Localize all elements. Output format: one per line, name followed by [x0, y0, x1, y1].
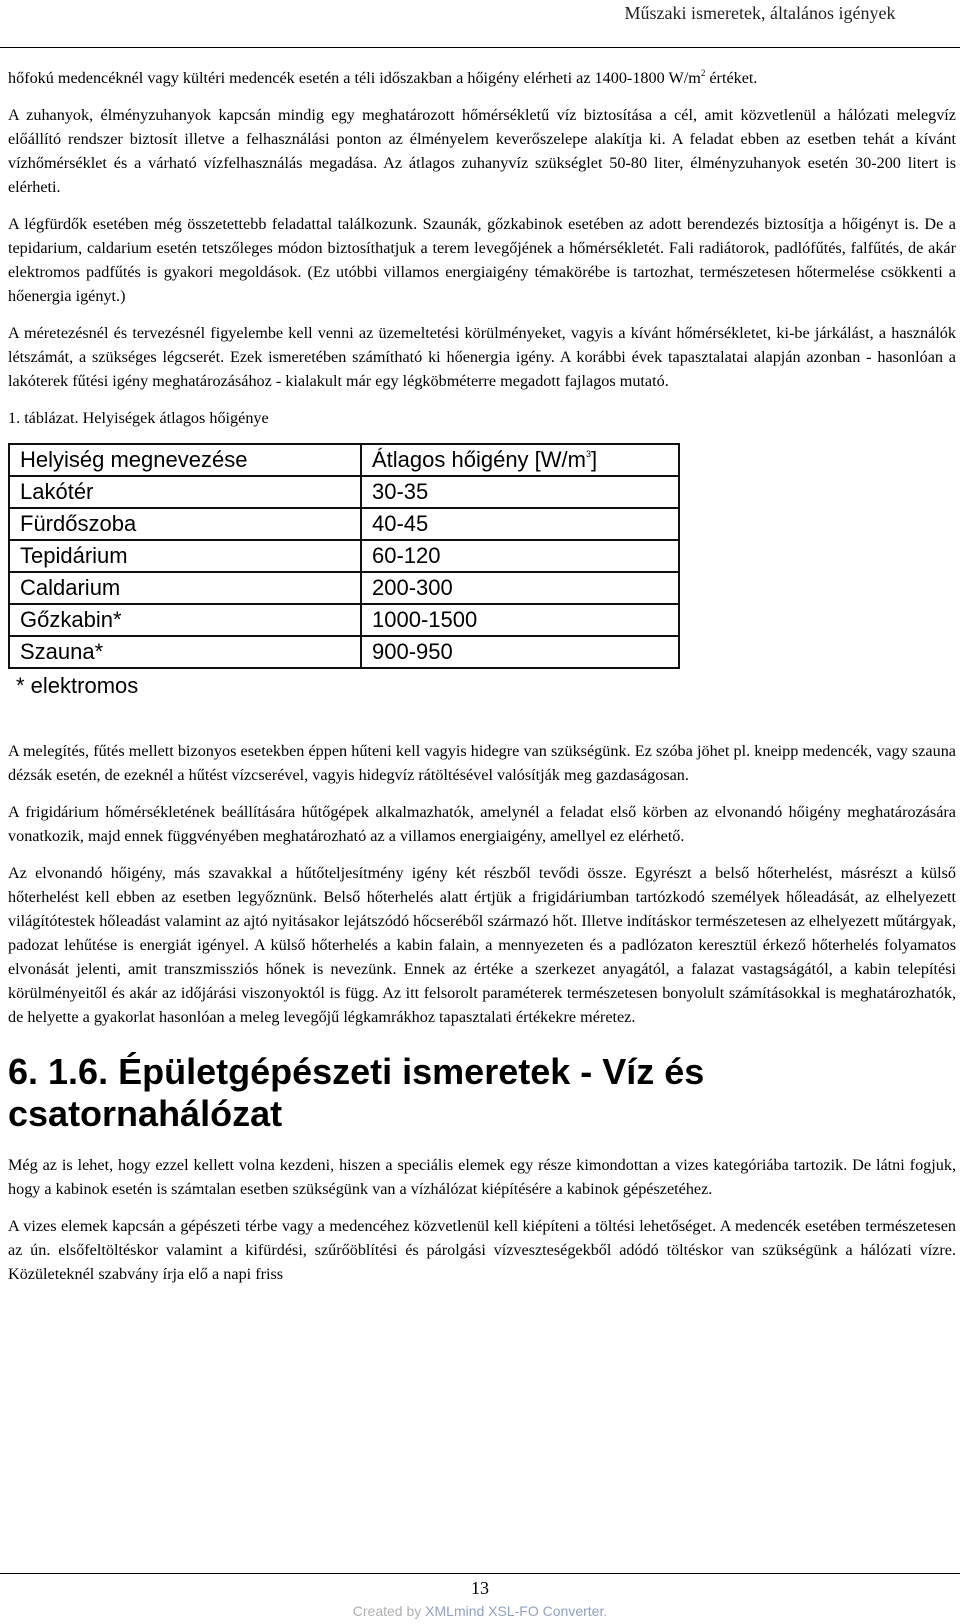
page-header — [0, 0, 960, 48]
section-heading: 6. 1.6. Épületgépészeti ismeretek - Víz és csatornahálózat — [8, 1051, 705, 1134]
table-header-row — [9, 444, 679, 476]
cell-room: Fürdőszoba — [9, 508, 361, 540]
cell-heat: 60-120 — [361, 540, 679, 572]
header-title: Műszaki ismeretek, általános igények — [624, 3, 896, 23]
table-row — [9, 508, 679, 540]
table-footnote: * elektromos — [16, 673, 139, 698]
paragraph-4: A méretezésnél és tervezésnél figyelembe kell venni az üzemeltetési körülményeket, vagyis a kívánt hőmérsékletet, ki-be járkálást, a használók létszámát, a szükséges légcserét. Ezek ismeretében számítható ki hőenergia igény. A korábbi évek tapasztalatai alapján azonban - hasonlóan a lakóterek fűtési igény meghatározásához - kialakult már egy légköbméterre megadott fajlagos mutató. — [8, 324, 956, 390]
room-heat-table — [8, 443, 680, 669]
page-content — [8, 66, 956, 1299]
paragraph-8: Még az is lehet, hogy ezzel kellett volna kezdeni, hiszen a speciális elemek egy része kimondottan a vizes kategóriába tartozik. De látni fogjuk, hogy a kabinok esetén is számtalan esetben szükségünk van a vízhálózat kiépítésére a kabinok gépészetéhez. — [8, 1156, 956, 1198]
table-row — [9, 572, 679, 604]
cell-heat: 40-45 — [361, 508, 679, 540]
table-row — [9, 636, 679, 668]
cell-heat: 200-300 — [361, 572, 679, 604]
cell-heat: 1000-1500 — [361, 604, 679, 636]
cell-heat: 30-35 — [361, 476, 679, 508]
footer-divider — [0, 1573, 960, 1574]
cell-room: Tepidárium — [9, 540, 361, 572]
cell-heat: 900-950 — [361, 636, 679, 668]
paragraph-5: A melegítés, fűtés mellett bizonyos esetekben éppen hűteni kell vagyis hidegre van szükségünk. Ez szóba jöhet pl. kneipp medencék, vagy szauna dézsák esetén, de ezeknél a hűtést vízcserével, vagyis hidegvíz rátöltésével valósítják meg gazdaságosan. — [8, 742, 956, 784]
page-number: 13 — [471, 1578, 489, 1598]
paragraph-9: A vizes elemek kapcsán a gépészeti térbe vagy a medencéhez közvetlenül kell kiépíteni a töltési lehetőséget. A medencék esetében természetesen az ún. elsőfeltöltéskor valamint a kifürdési, szűrőöblítési és párolgási vízveszteségekből adódó töltéskor van szükségünk a hálózati vízre. Közületeknél szabvány írja elő a napi friss — [8, 1217, 956, 1283]
paragraph-7: Az elvonandó hőigény, más szavakkal a hűtőteljesítmény igény két részből tevődi össze. Egyrészt a belső hőterhelést, másrészt a külső hőterhelést kell ebben az esetben legyőznünk. Belső hőterhelés alatt értjük a frigidáriumban tartózkodó személyek hőleadását, az elhelyezett világítótestek hőleadást valamint az ajtó nyitásakor lejátszódó hőcseréből származó hőt. Illetve indításkor természetesen az elhelyezett műtárgyak, padozat lehűtése is energiát igényel. A külső hőterhelés a kabin falain, a mennyezeten és a padlózaton keresztül érkező hőterhelés folyamatos elvonását jelenti, amit transzmissziós hőnek is nevezünk. Ennek az értéke a szerkezet anyagától, a falazat vastagságától, a kabin telepítési körülményeitől és akár az időjárási viszonyoktól is függ. Az itt felsorolt paraméterek természetesen bonyolult számításokkal is meghatározhatók, de helyette a gyakorlat hasonlóan a meleg levegőjű légkamrákhoz tapasztalati értékekre méretez. — [8, 864, 956, 1026]
table-row — [9, 476, 679, 508]
cell-room: Caldarium — [9, 572, 361, 604]
header-cell-heat: Átlagos hőigény $[W/m^3]$ — [361, 444, 679, 476]
header-cell-room: Helyiség megnevezése — [9, 444, 361, 476]
table-caption: 1. táblázat. Helyiségek átlagos hőigénye — [8, 409, 269, 427]
cell-room: Gőzkabin* — [9, 604, 361, 636]
creator-note: Created by XMLmind XSL-FO Converter. — [352, 1603, 608, 1619]
cell-room: Szauna* — [9, 636, 361, 668]
paragraph-6: A frigidárium hőmérsékletének beállítására hűtőgépek alkalmazhatók, amelynél a feladat első körben az elvonandó hőigény meghatározására vonatkozik, majd ennek függvényében meghatározható az a villamos energiaigény, amellyel ez elérhető. — [8, 803, 956, 845]
paragraph-1: hőfokú medencéknél vagy kültéri medencék esetén a téli időszakban a hőigény elérheti az 1400-1800 $W/m^2$ értéket. — [8, 68, 758, 87]
cell-room: Lakótér — [9, 476, 361, 508]
creator-brand-link[interactable]: XMLmind XSL-FO Converter — [425, 1603, 604, 1619]
room-heat-table-figure — [8, 443, 680, 699]
paragraph-2: A zuhanyok, élményzuhanyok kapcsán mindig egy meghatározott hőmérsékletű víz biztosítása a cél, amit közvetlenül a hálózati melegvíz előállító rendszer biztosít illetve a felhasználási ponton az élményelem keverőszelepe alakítja ki. A feladat ebben az esetben tehát a kívánt vízhőmérséklet és a várható vízfelhasználás megadása. Az átlagos zuhanyvíz szükséglet 50-80 liter, élményzuhanyok esetén 30-200 litert is elérheti. — [8, 106, 956, 196]
paragraph-3: A légfürdők esetében még összetettebb feladattal találkozunk. Szaunák, gőzkabinok esetében az adott berendezés biztosítja a hőigényt is. De a tepidarium, caldarium esetén tetszőleges módon biztosíthatjuk a terem levegőjének a hőmérsékletét. Fali radiátorok, padlófűtés, falfűtés, de akár elektromos padfűtés is gyakori megoldások. (Ez utóbbi villamos energiaigény témakörébe is tartozhat, természetesen hőtermelése csökkenti a hőenergia igényt.) — [8, 215, 956, 305]
table-row — [9, 540, 679, 572]
superscript: 2 — [700, 68, 706, 78]
table-row — [9, 604, 679, 636]
